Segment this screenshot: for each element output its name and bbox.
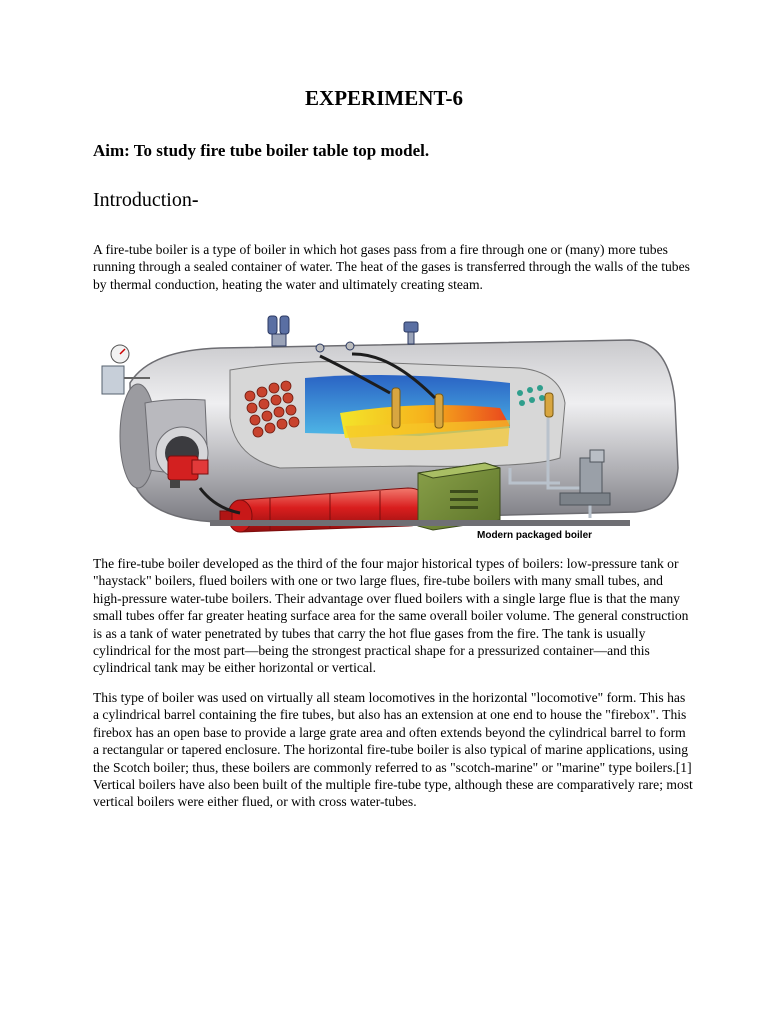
introduction-heading-dash: - xyxy=(191,189,199,211)
boiler-illustration xyxy=(90,308,690,552)
intro-paragraph: A fire-tube boiler is a type of boiler in which hot gases pass from a fire through one or (many) more tubes running through a sealed container of water. The heat of the gases is transferred through the walls of the tubes by thermal conduction, heating the water and ultimately creating steam. xyxy=(93,242,690,292)
figure-caption: Modern packaged boiler xyxy=(477,530,593,541)
base-skid xyxy=(210,520,630,526)
document-title: EXPERIMENT-6 xyxy=(305,86,463,110)
introduction-heading-text: Introduction xyxy=(93,189,192,211)
history-paragraph: The fire-tube boiler developed as the third of the four major historical types of boilers: low-pressure tank or "haystack" boilers, flued boilers with one or two large flues, fire-tube boilers with many small tubes, and high-pressure water-tube boilers. Their advantage over flued boilers with a single large flue is that the many small tubes offer far greater heating surface area for the same overall boiler volume. The general construction is as a tank of water penetrated by tubes that carry the hot flue gases from the fire. The tank is usually cylindrical for the most part—being the strongest practical shape for a pressurized container—and this cylindrical tank may be either horizontal or vertical. xyxy=(93,556,689,676)
control-panel xyxy=(418,463,500,530)
introduction-heading xyxy=(93,189,199,212)
locomotive-paragraph: This type of boiler was used on virtually all steam locomotives in the horizontal "locomotive" form. This has a cylindrical barrel containing the fire tubes, but also has an extension at one end to house the "firebox". This firebox has an open base to provide a large grate area and often extends beyond the cylindrical barrel to form a rectangular or tapered enclosure. The horizontal fire-tube boiler is also typical of marine applications, using the Scotch boiler; thus, these boilers are commonly referred to as "scotch-marine" or "marine" type boilers.[1] Vertical boilers have also been built of the multiple fire-tube type, although these are comparatively rare; most vertical boilers were either flued, or with cross water-tubes. xyxy=(93,690,693,810)
aim-statement: Aim: To study fire tube boiler table top model. xyxy=(93,141,430,160)
